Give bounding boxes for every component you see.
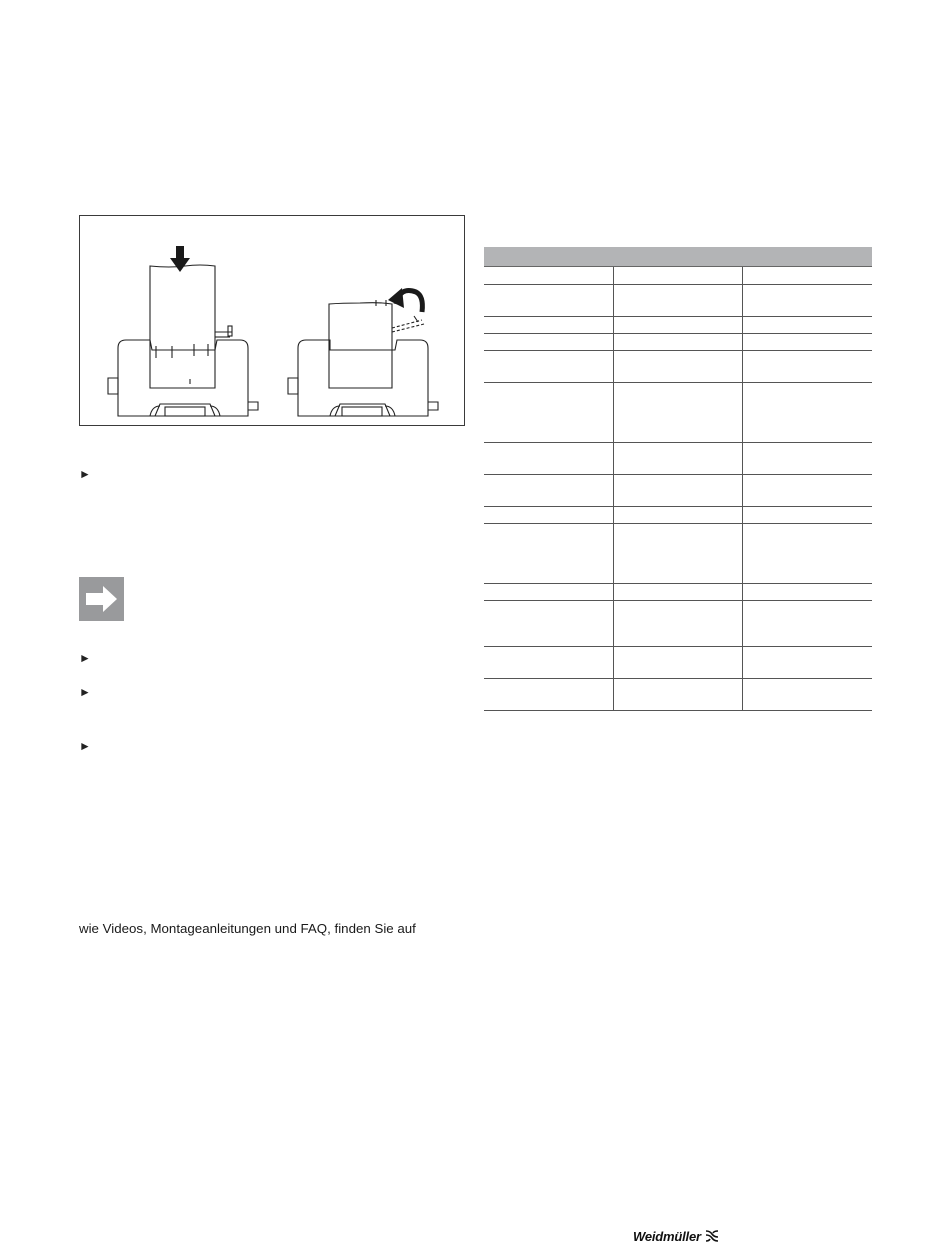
table-cell [484,584,613,601]
table-row [484,507,872,524]
brand-name: Weidmüller [633,1228,701,1244]
table-cell [484,507,613,524]
table-cell [743,679,872,711]
table-cell [484,601,613,647]
body-text-resources: wie Videos, Montageanleitungen und FAQ, finden Sie auf [79,921,416,936]
table-cell [743,647,872,679]
table-cell [613,443,742,475]
table-cell [484,647,613,679]
mounting-illustration [80,216,466,427]
table-cell [743,475,872,507]
table-cell [613,383,742,443]
table-cell [484,334,613,351]
table-row [484,601,872,647]
table-cell [613,647,742,679]
table-cell [484,443,613,475]
table-cell [613,334,742,351]
table-cell [613,524,742,584]
table-row [484,584,872,601]
bullet-marker: ► [79,739,91,753]
arrow-right-icon [79,577,124,621]
table-cell [743,507,872,524]
table-header-row [484,247,872,267]
table-cell [613,584,742,601]
table-cell [743,267,872,285]
weidmuller-logo-icon [704,1229,720,1243]
table-cell [613,601,742,647]
bullet-marker: ► [79,651,91,665]
bullet-marker: ► [79,685,91,699]
bullet-marker: ► [79,467,91,481]
table-cell [484,679,613,711]
table-cell [484,317,613,334]
table-cell [743,285,872,317]
table-cell [743,351,872,383]
table-row [484,285,872,317]
table-cell [743,317,872,334]
table-cell [613,507,742,524]
table-cell [743,443,872,475]
table-cell [484,267,613,285]
table-row [484,647,872,679]
table-row [484,524,872,584]
table-cell [743,584,872,601]
table-row [484,679,872,711]
table-row [484,383,872,443]
table-row [484,351,872,383]
table-cell [613,679,742,711]
table-cell [484,383,613,443]
table-row [484,334,872,351]
table-cell [613,267,742,285]
table-cell [743,383,872,443]
table-cell [484,351,613,383]
spec-table [484,247,872,711]
table-row [484,267,872,285]
table-cell [484,524,613,584]
table-cell [743,524,872,584]
brand-logo [633,1226,720,1246]
table-cell [484,475,613,507]
table-header [484,247,872,267]
table-cell [484,285,613,317]
table-cell [743,334,872,351]
table-row [484,317,872,334]
table-cell [743,601,872,647]
table-row [484,475,872,507]
table-cell [613,475,742,507]
mounting-figure [79,215,465,426]
table-cell [613,351,742,383]
note-box [79,577,124,621]
table-cell [613,285,742,317]
table-cell [613,317,742,334]
table-row [484,443,872,475]
